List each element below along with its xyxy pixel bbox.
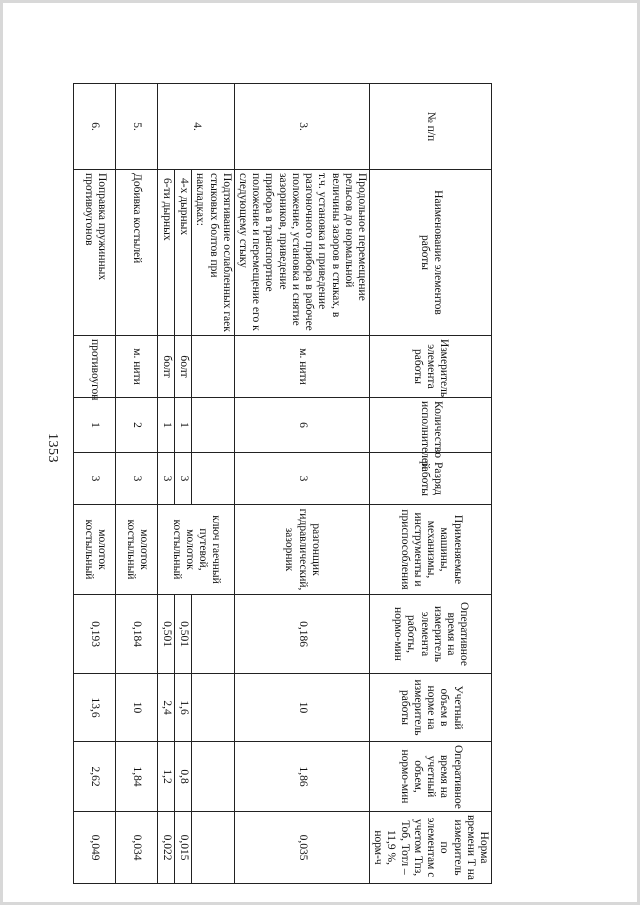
- row-meter: м. нити: [116, 336, 158, 398]
- table-row: [192, 84, 235, 884]
- row-volume: 13,6: [74, 674, 116, 742]
- subrow-volume: 1,6: [175, 674, 192, 742]
- header-tools: Применяемые машины, механизмы, инструменты и приспособления: [370, 505, 492, 595]
- row-op-time-empty: [192, 595, 235, 674]
- row-grade: 3: [74, 453, 116, 505]
- header-volume: Учетный объем в норме на измеритель работы: [370, 674, 492, 742]
- row-grade: 3: [116, 453, 158, 505]
- table-header-row: [370, 84, 492, 884]
- norms-table: [73, 83, 492, 884]
- norms-table-container: [77, 83, 492, 883]
- row-workers: 2: [116, 398, 158, 453]
- row-norm-empty: [192, 812, 235, 884]
- row-workers: 6: [234, 398, 369, 453]
- row-op-volume-time: 2,62: [74, 742, 116, 812]
- subrow-op-volume-time: 0,8: [175, 742, 192, 812]
- table-row: [74, 84, 116, 884]
- row-op-time: 0,193: [74, 595, 116, 674]
- row-num: 3.: [234, 84, 369, 170]
- subrow-workers: 1: [175, 398, 192, 453]
- subrow-volume: 2,4: [158, 674, 175, 742]
- row-num: 4.: [158, 84, 235, 170]
- header-op-time: Оперативное время на измеритель элемента работы, нормо-мин: [370, 595, 492, 674]
- row-num: 6.: [74, 84, 116, 170]
- row-name: Продольное перемещение рельсов до нормальной величины зазоров в стыках, в т.ч. установка и приведение разгоночного прибора в рабочее положение, установка и снятие зазорников, приведение прибора в транспортное положение и перемещение его к следующему стыку: [234, 170, 369, 336]
- row-op-volume-time-empty: [192, 742, 235, 812]
- header-workers: Количество исполнителей: [370, 398, 492, 453]
- row-norm: 0,034: [116, 812, 158, 884]
- header-norm: Норма времени Т на измеритель по элементам с учетом Тпз, Тоб, Тотл – 11,9 %, норм-ч: [370, 812, 492, 884]
- row-name: Подтягивание ослабленных гаек стыковых болтов при накладках:: [192, 170, 235, 336]
- table-row: [234, 84, 369, 884]
- row-op-time: 0,186: [234, 595, 369, 674]
- table-subrow: [158, 84, 175, 884]
- subrow-op-volume-time: 1,2: [158, 742, 175, 812]
- row-workers: 1: [74, 398, 116, 453]
- row-name: Добивка костылей: [116, 170, 158, 336]
- row-meter: м. нити: [234, 336, 369, 398]
- subrow-grade: 3: [175, 453, 192, 505]
- row-volume: 10: [234, 674, 369, 742]
- page-number: 1353: [45, 433, 60, 463]
- subrow-op-time: 0,501: [175, 595, 192, 674]
- row-tools: молоток костыльный: [74, 505, 116, 595]
- table-subrow: [175, 84, 192, 884]
- table-row: [116, 84, 158, 884]
- row-tools: молоток костыльный: [116, 505, 158, 595]
- row-workers-empty: [192, 398, 235, 453]
- row-tools: разгонщик гидравлический, зазорник: [234, 505, 369, 595]
- subrow-name: 4-х дырных: [175, 170, 192, 336]
- row-meter: противоугон: [74, 336, 116, 398]
- subrow-norm: 0,015: [175, 812, 192, 884]
- subrow-grade: 3: [158, 453, 175, 505]
- header-op-volume-time: Оперативное время на учетный объем, нормо-мин: [370, 742, 492, 812]
- row-volume-empty: [192, 674, 235, 742]
- row-grade-empty: [192, 453, 235, 505]
- row-norm: 0,049: [74, 812, 116, 884]
- row-meter-empty: [192, 336, 235, 398]
- row-tools: ключ гаечный путевой, молоток костыльный: [158, 505, 235, 595]
- row-norm: 0,035: [234, 812, 369, 884]
- subrow-op-time: 0,501: [158, 595, 175, 674]
- subrow-meter: болт: [175, 336, 192, 398]
- subrow-norm: 0,022: [158, 812, 175, 884]
- row-volume: 10: [116, 674, 158, 742]
- header-meter: Измеритель элемента работы: [370, 336, 492, 398]
- header-grade: Разряд работы: [370, 453, 492, 505]
- row-num: 5.: [116, 84, 158, 170]
- subrow-meter: болт: [158, 336, 175, 398]
- subrow-workers: 1: [158, 398, 175, 453]
- row-op-volume-time: 1,84: [116, 742, 158, 812]
- row-name: Поправка пружинных противоугонов: [74, 170, 116, 336]
- row-op-volume-time: 1,86: [234, 742, 369, 812]
- row-op-time: 0,184: [116, 595, 158, 674]
- subrow-name: 6-ти дырных: [158, 170, 175, 336]
- header-num: № п/п: [370, 84, 492, 170]
- row-grade: 3: [234, 453, 369, 505]
- header-name: Наименование элементов работы: [370, 170, 492, 336]
